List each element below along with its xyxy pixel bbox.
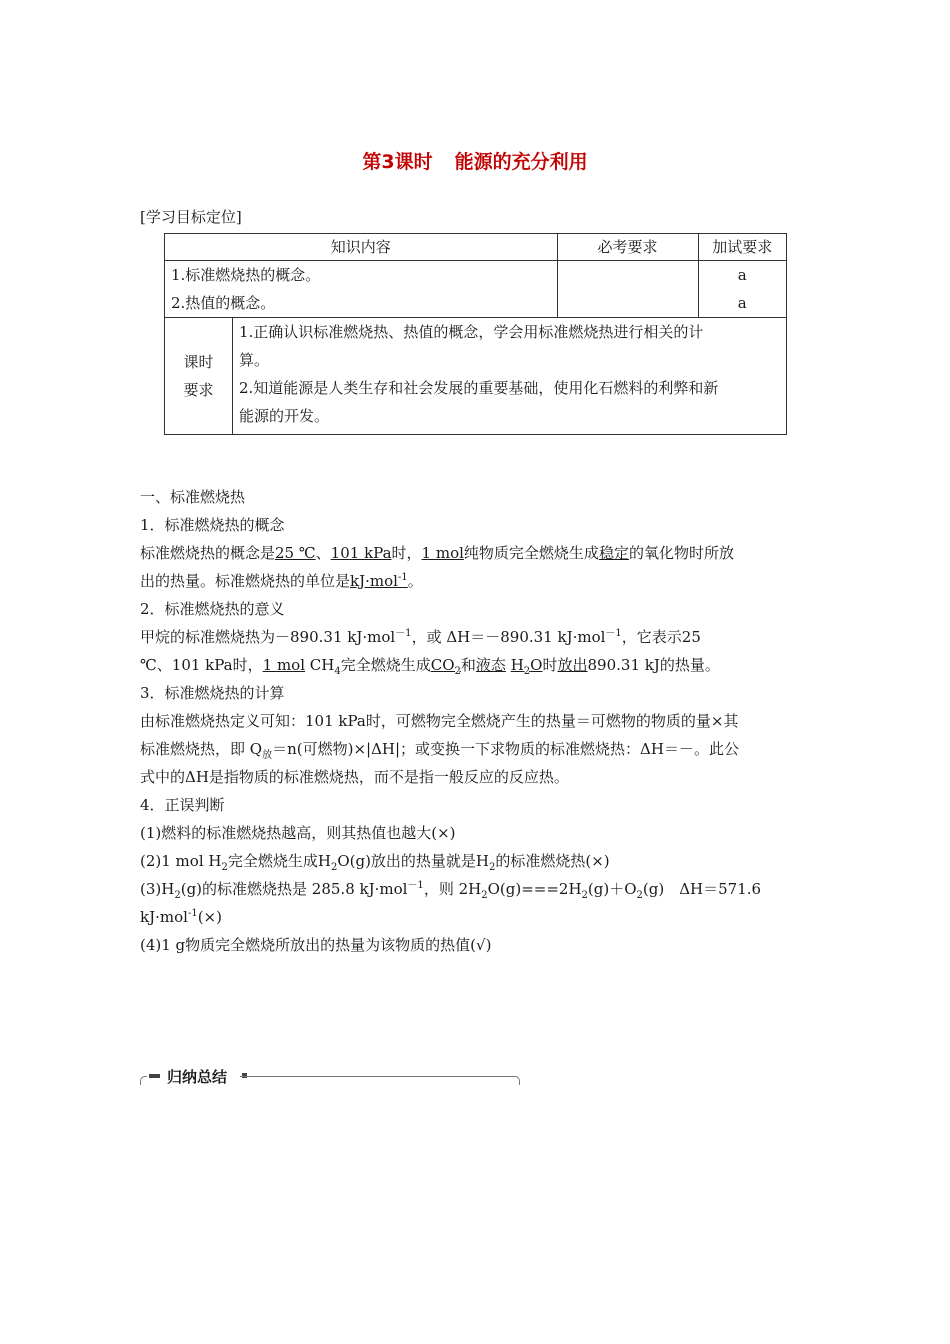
- required-level: [564, 289, 692, 317]
- knowledge-item: 1.标准燃烧热的概念。: [171, 266, 321, 284]
- goals-label: [学习目标定位]: [140, 208, 242, 226]
- class-req-line: 能源的开发。: [239, 407, 330, 425]
- blank-answer: kJ·mol$^{-1}$: [350, 572, 408, 590]
- paragraph-concept: 标准燃烧热的概念是25 ℃、101 kPa时，1 mol纯物质完全燃烧生成稳定的氧化物时所放 出的热量。标准燃烧热的单位是kJ·mol$^{-1}$。: [140, 544, 734, 590]
- page-title: [0, 147, 950, 174]
- class-req-label: [165, 318, 233, 435]
- blank-answer: 稳定: [598, 544, 629, 562]
- header-extra: 加试要求: [698, 234, 786, 261]
- required-level: [564, 261, 692, 289]
- section-heading: 一、标准燃烧热: [140, 488, 246, 506]
- blank-answer: 液态: [475, 656, 506, 674]
- blank-answer: 101 kPa: [330, 544, 392, 562]
- class-req-label-line: 要求: [183, 381, 214, 399]
- blank-answer: 1 mol: [262, 656, 306, 674]
- header-required: 必考要求: [557, 234, 698, 261]
- judgment-item: (2)1 mol $H_2$完全燃烧生成$H_2O(g)$放出的热量就是$H_2$的标准燃烧热(×): [140, 852, 610, 873]
- extra-levels: [698, 261, 786, 318]
- banner-bar: [149, 1074, 160, 1078]
- goals-table: [164, 233, 787, 435]
- blank-answer: 1 mol: [421, 544, 464, 562]
- paragraph-calculation: 由标准燃烧热定义可知：101 kPa时，可燃物完全燃烧产生的热量＝可燃物的物质的量×其 标准燃烧热，即 $Q_放=n$(可燃物)×|ΔH|；或变换一下求物质的标准燃烧热：ΔH＝－。此公 式中的ΔH是指物质的标准燃烧热，而不是指一般反应的反应热。: [140, 712, 739, 786]
- class-req-text: [233, 318, 787, 435]
- class-requirements-row: [165, 318, 787, 435]
- knowledge-items: [165, 261, 558, 318]
- knowledge-item: 2.热值的概念。: [171, 294, 276, 312]
- header-knowledge: 知识内容: [165, 234, 558, 261]
- paragraph-meaning: 甲烷的标准燃烧热为－890.31 kJ·mol$^{-1}$，或 ΔH＝－890.31 kJ·mol$^{-1}$，它表示25 ℃、101 kPa时，1 mol $CH_4$完全燃烧生成$CO_2$和液态 $H_2O$时放出890.31 kJ的热量。: [140, 628, 720, 677]
- goals-header-row: [165, 234, 787, 261]
- main-content: [140, 483, 812, 959]
- title-lesson: 第3课时: [362, 151, 433, 173]
- judgment-item: (4)1 g物质完全燃烧所放出的热量为该物质的热值(√): [140, 936, 492, 954]
- class-req-line: 算。: [239, 351, 270, 369]
- banner-right-hook: [513, 1076, 520, 1085]
- summary-label: 归纳总结: [167, 1068, 228, 1086]
- blank-answer: $H_2O$: [510, 656, 543, 677]
- goals-items-row: [165, 261, 787, 318]
- title-topic: 能源的充分利用: [454, 151, 588, 173]
- subheading: 3．标准燃烧热的计算: [140, 684, 285, 702]
- required-levels: [557, 261, 698, 318]
- subheading: 2．标准燃烧热的意义: [140, 600, 285, 618]
- class-req-line: 1.正确认识标准燃烧热、热值的概念，学会用标准燃烧热进行相关的计: [239, 323, 704, 341]
- summary-banner: [140, 1066, 520, 1096]
- judgment-item: (1)燃料的标准燃烧热越高，则其热值也越大(×): [140, 824, 456, 842]
- class-req-line: 2.知道能源是人类生存和社会发展的重要基础，使用化石燃料的利弊和新: [239, 379, 719, 397]
- banner-left-hook: [140, 1076, 147, 1085]
- blank-answer: 25 ℃: [275, 544, 316, 562]
- banner-line: [240, 1076, 516, 1077]
- extra-level: a: [737, 294, 747, 312]
- blank-answer: $CO_2$: [430, 656, 461, 677]
- extra-level: a: [737, 266, 747, 284]
- judgment-item: $(3)H_2(g)$的标准燃烧热是 285.8 kJ·mol$^{-1}$，则 $2H_2O(g)===2H_2(g)+O_2(g)$ ΔH＝571.6 kJ·mol$^{-1}$(×): [140, 880, 762, 926]
- class-req-label-line: 课时: [183, 353, 214, 371]
- subheading: 1．标准燃烧热的概念: [140, 516, 285, 534]
- subheading: 4．正误判断: [140, 796, 225, 814]
- blank-answer: 放出: [557, 656, 588, 674]
